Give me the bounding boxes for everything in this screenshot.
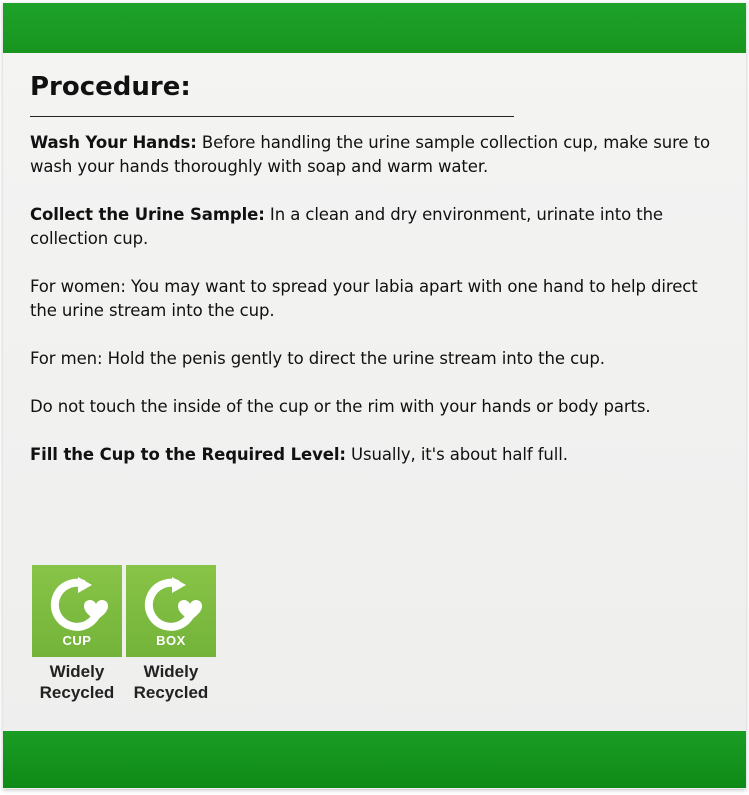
procedure-heading: Procedure: xyxy=(30,72,191,102)
badge-cup xyxy=(32,565,122,703)
step-text: In a clean and dry environment, urinate into the collection cup. xyxy=(30,205,663,248)
step-text: Usually, it's about half full. xyxy=(345,445,568,464)
step-title: Wash Your Hands: xyxy=(30,133,197,152)
badge-label: BOX xyxy=(156,633,186,648)
step-text: Before handling the urine sample collection cup, make sure to wash your hands thoroughly with soap and warm water. xyxy=(30,133,710,176)
badge-label: CUP xyxy=(62,633,92,648)
badge-box xyxy=(126,565,216,703)
step-text: For men: Hold the penis gently to direct the urine stream into the cup. xyxy=(30,349,605,368)
procedure-section xyxy=(30,70,720,491)
recycle-heart-icon xyxy=(46,575,108,631)
badge-tile xyxy=(126,565,216,657)
caption-line: Recycled xyxy=(39,683,115,702)
step-title: Fill the Cup to the Required Level: xyxy=(30,445,346,464)
step-wash-hands xyxy=(30,131,720,179)
note-men xyxy=(30,347,720,371)
badge-tile xyxy=(32,565,122,657)
badge-caption xyxy=(40,661,115,703)
caption-line: Widely xyxy=(143,662,199,681)
recycling-badges xyxy=(32,565,216,703)
caption-line: Recycled xyxy=(133,683,209,702)
recycle-heart-icon xyxy=(140,575,202,631)
step-text: Do not touch the inside of the cup or the rim with your hands or body parts. xyxy=(30,397,651,416)
top-green-band xyxy=(3,3,746,53)
step-fill-cup xyxy=(30,443,720,467)
note-do-not-touch xyxy=(30,395,720,419)
step-title: Collect the Urine Sample: xyxy=(30,205,265,224)
heading-divider xyxy=(30,116,514,117)
badge-caption xyxy=(134,661,209,703)
step-text: For women: You may want to spread your labia apart with one hand to help direct the urine stream into the cup. xyxy=(30,277,698,320)
bottom-green-band xyxy=(3,731,746,788)
note-women xyxy=(30,275,720,323)
step-collect-sample xyxy=(30,203,720,251)
caption-line: Widely xyxy=(49,662,105,681)
